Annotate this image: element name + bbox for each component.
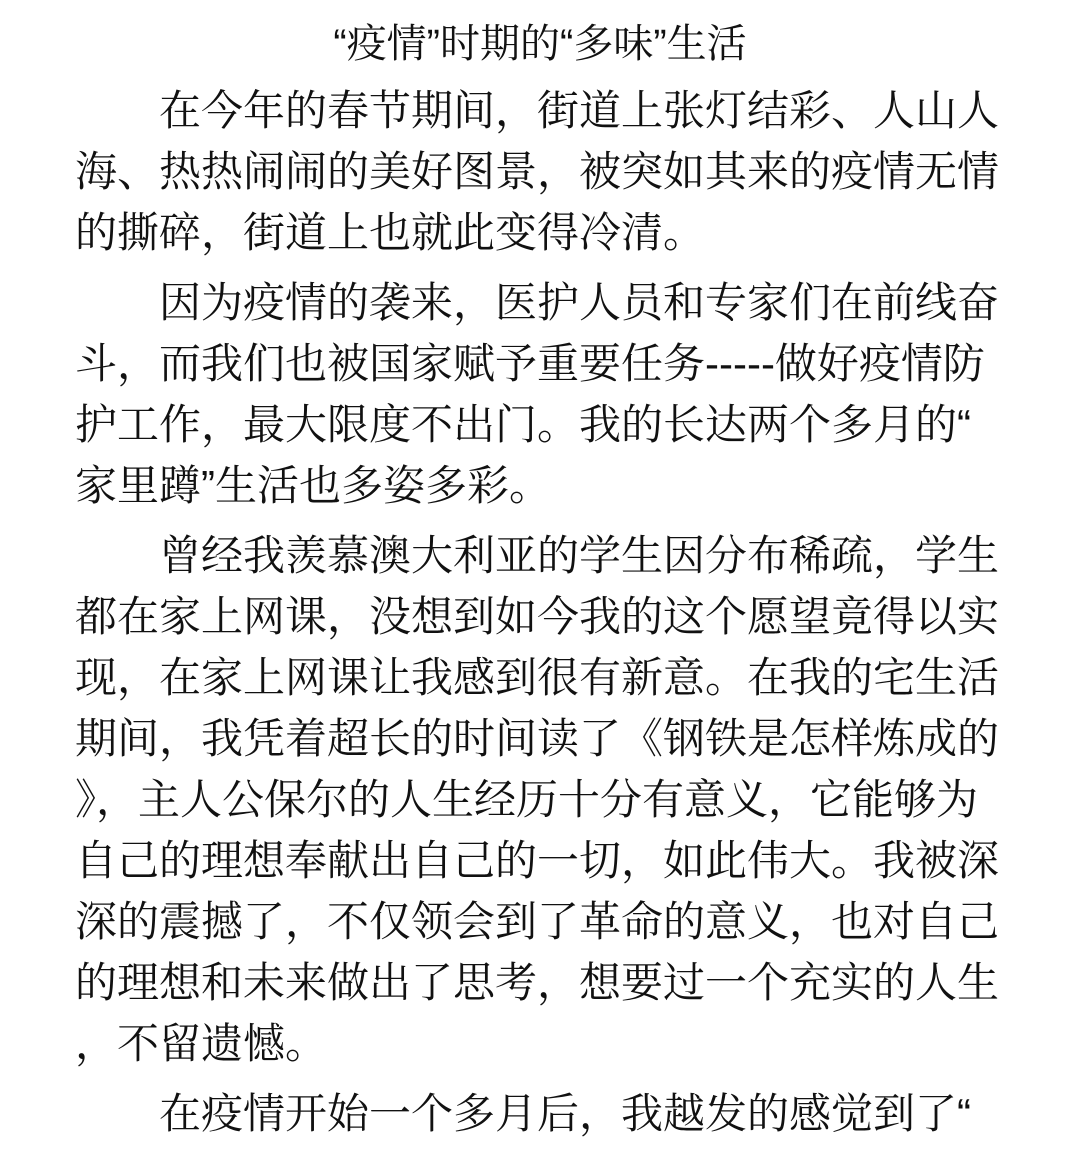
essay-title: “疫情”时期的“多味”生活 — [333, 22, 747, 66]
essay-paragraph-3: 曾经我羡慕澳大利亚的学生因分布稀疏，学生都在家上网课，没想到如今我的这个愿望竟得以实现，在家上网课让我感到很有新意。在我的宅生活期间，我凭着超长的时间读了《钢铁是怎样炼成的》，主人公保尔的人生经历十分有意义，它能够为自己的理想奉献出自己的一切，如此伟大。我被深深的震撼了，不仅领会到了革命的意义，也对自己的理想和未来做出了思考，想要过一个充实的人生，不留遗憾。 — [75, 532, 1000, 1067]
essay-paragraph-2: 因为疫情的袭来，医护人员和专家们在前线奋斗，而我们也被国家赋予重要任务-----做好疫情防护工作，最大限度不出门。我的长达两个多月的“家里蹲”生活也多姿多彩。 — [75, 279, 1000, 509]
essay-paragraph-1: 在今年的春节期间，街道上张灯结彩、人山人海、热热闹闹的美好图景，被突如其来的疫情无情的撕碎，街道上也就此变得冷清。 — [75, 87, 1000, 256]
essay-paragraph-4: 在疫情开始一个多月后，我越发的感觉到了“ — [159, 1090, 971, 1137]
essay-body — [75, 80, 1005, 1144]
